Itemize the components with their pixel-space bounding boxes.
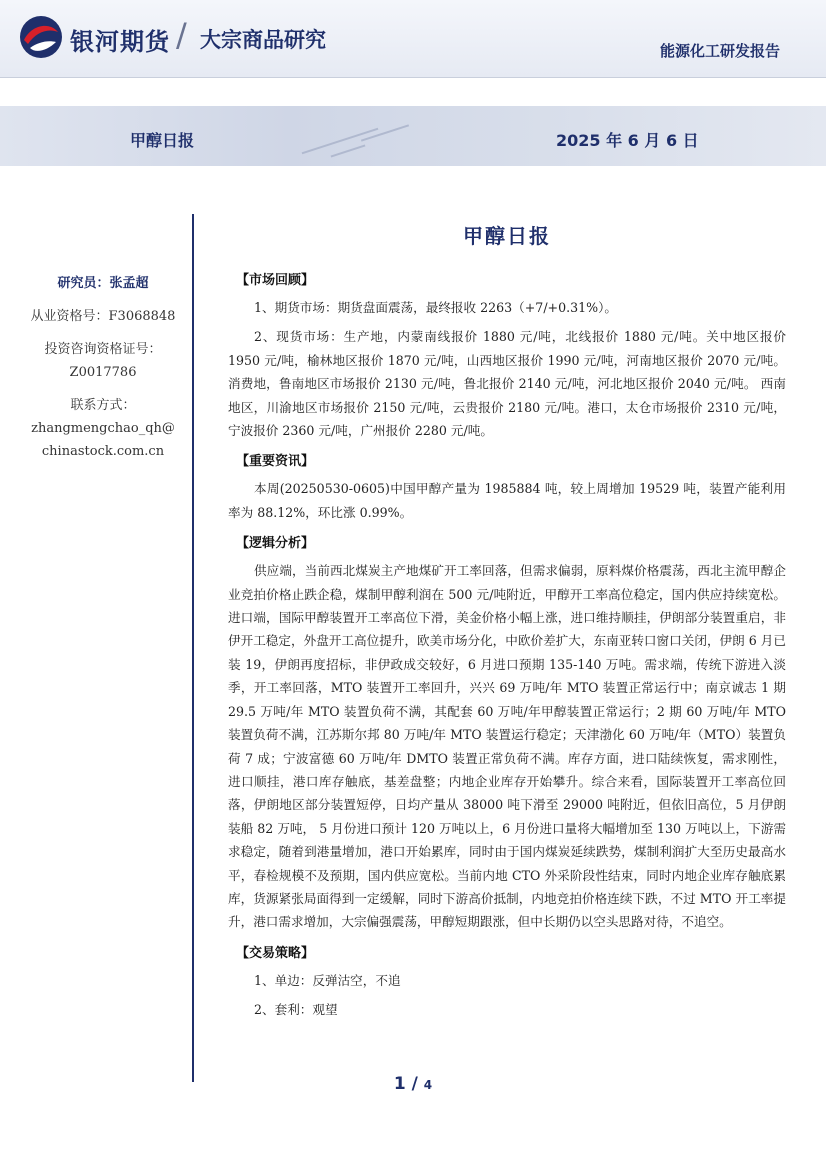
contact-label: 联系方式： (70, 398, 136, 413)
brand-divider: / (176, 16, 187, 54)
advisory-label: 投资咨询资格证号： (44, 342, 162, 357)
report-type: 能源化工研发报告 (659, 42, 780, 60)
decorative-line (331, 144, 366, 157)
brand-name: 银河期货 (70, 28, 170, 56)
page-separator: / (405, 1074, 424, 1094)
column-divider (192, 214, 194, 1082)
paragraph: 供应端，当前西北煤炭主产地煤矿开工率回落，但需求偏弱，原料煤价格震荡，西北主流甲醇企业竞拍价格止跌企稳，煤制甲醇利润在 500 元/吨附近，甲醇开工率高位稳定，国内供应持续宽松。进口端，国际甲醇装置开工率高位下滑，美金价格小幅上涨，进口维持顺挂，伊朗部分装置重启，非伊开工稳定，外盘开工高位提升，欧美市场分化，中欧价差扩大，东南亚转口窗口关闭，伊朗 6 月已装 19，伊朗再度招标，非伊政成交较好，6 月进口预期 135-140 万吨。需求端，传统下游进入淡季，开工率回落，MTO 装置开工率回升，兴兴 69 万吨/年 MTO 装置正常运行中；南京诚志 1 期 29.5 万吨/年 MTO 装置负荷不满，其配套 60 万吨/年甲醇装置正常运行；2 期 60 万吨/年 MTO 装置负荷不满，江苏斯尔邦 80 万吨/年 MTO 装置运行稳定；天津渤化 60 万吨/年（MTO）装置负荷 7 成；宁波富德 60 万吨/年 DMTO 装置正常负荷不满。库存方面，进口陆续恢复，需求刚性，进口顺挂，港口库存触底，基差盘整；内地企业库存开始攀升。综合来看，国际装置开工率高位回落，伊朗地区部分装置短停，日均产量从 38000 吨下滑至 29000 吨附近，但依旧高位，5 月伊朗装船 82 万吨， 5 月份进口预计 120 万吨以上，6 月份进口量将大幅增加至 130 万吨以上，下游需求稳定，随着到港量增加，港口开始累库，同时由于国内煤炭延续跌势，煤制利润扩大至历史最高水平，春检规模不及预期，国内供应宽松。当前内地 CTO 外采阶段性结束，同时内地企业库存触底累库，货源紧张局面得到一定缓解，同时下游高价抵制，内地竞拍价格连续下跌，不过 MTO 开工率提升，港口需求增加，大宗偏强震荡，甲醇短期跟涨，但中长期仍以空头思路对待，不追空。 (228, 563, 786, 930)
paragraph: 2、套利：观望 (254, 1002, 338, 1018)
section-heading-news: 【重要资讯】 (236, 454, 315, 470)
contact-email-line2: chinastock.com.cn (41, 444, 165, 459)
report-date: 2025 年 6 月 6 日 (556, 131, 699, 150)
section-heading-strategy: 【交易策略】 (236, 945, 315, 961)
paragraph: 1、期货市场：期货盘面震荡，最终报收 2263（+7/+0.31%）。 (254, 300, 618, 315)
current-page: 1 (393, 1074, 406, 1094)
page-header (0, 0, 826, 78)
title-band (0, 106, 826, 166)
report-name: 甲醇日报 (130, 131, 195, 150)
decorative-line (302, 128, 379, 155)
paragraph: 2、现货市场：生产地，内蒙南线报价 1880 元/吨，北线报价 1880 元/吨。关中地区报价 1950 元/吨，榆林地区报价 1870 元/吨，山西地区报价 1990 元/吨，河南地区报价 2070 元/吨。消费地，鲁南地区市场报价 2130 元/吨，鲁北报价 2140 元/吨，河北地区报价 2040 元/吨。 西南地区，川渝地区市场报价 2150 元/吨，云贵报价 2180 元/吨。港口，太仓市场报价 2310 元/吨，宁波报价 2360 元/吨，广州报价 2280 元/吨。 (228, 329, 786, 439)
section-heading-market-review: 【市场回顾】 (236, 273, 315, 288)
contact-email-line1: zhangmengchao_qh@ (31, 421, 175, 436)
advisory-number: Z0017786 (69, 365, 137, 380)
decorative-line (361, 124, 409, 141)
galaxy-logo-icon (18, 14, 64, 60)
analyst-sidebar (18, 272, 188, 463)
license-number: 从业资格号：F3068848 (30, 309, 176, 324)
page-number (0, 1074, 826, 1094)
total-pages: 4 (423, 1078, 433, 1092)
analyst-name: 研究员：张孟超 (57, 276, 149, 291)
paragraph: 1、单边：反弹沽空，不追 (254, 972, 401, 988)
report-body (228, 220, 786, 1028)
document-title: 甲醇日报 (463, 224, 551, 248)
section-heading-analysis: 【逻辑分析】 (236, 536, 315, 552)
division-name: 大宗商品研究 (200, 28, 326, 52)
paragraph: 本周(20250530-0605)中国甲醇产量为 1985884 吨，较上周增加 19529 吨，装置产能利用率为 88.12%，环比涨 0.99%。 (228, 481, 786, 520)
